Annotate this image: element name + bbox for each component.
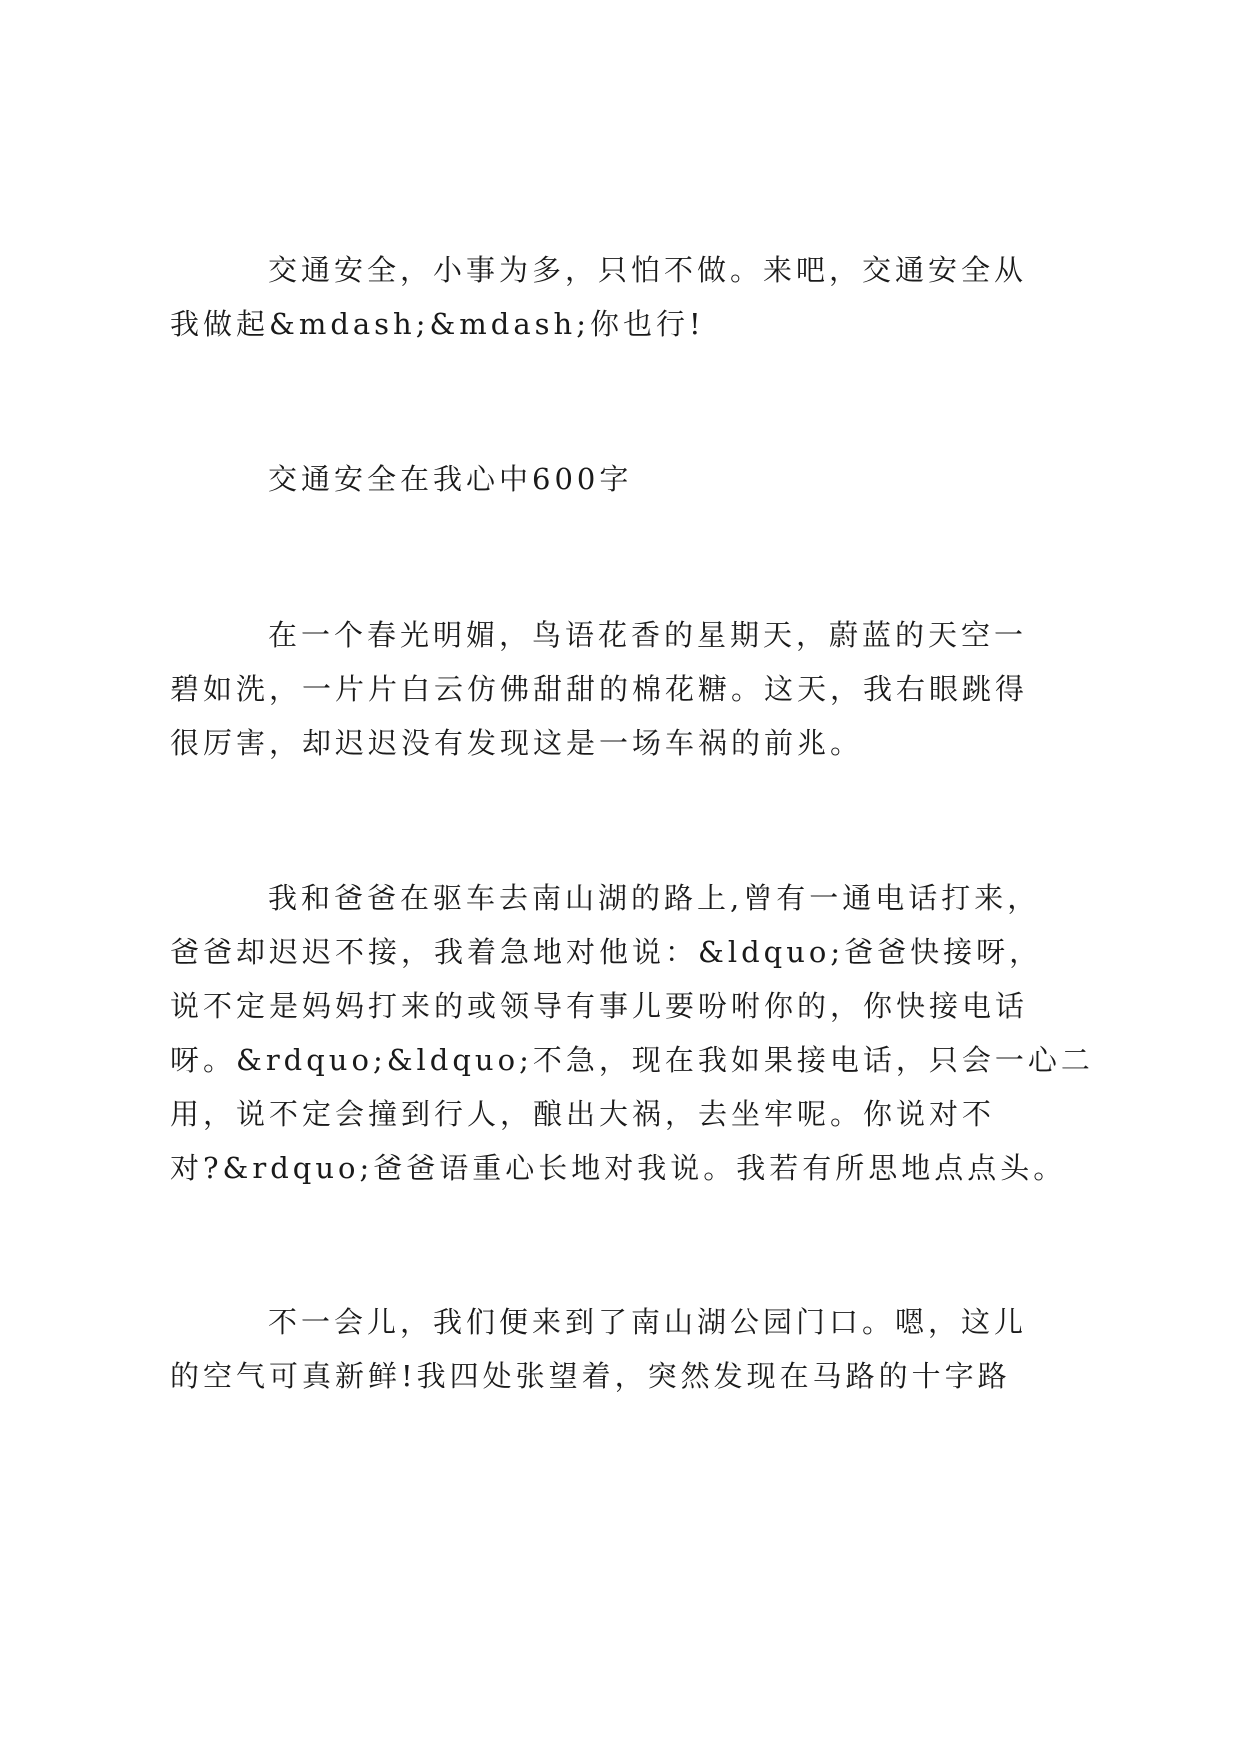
paragraph-4-line-2: 的空气可真新鲜!我四处张望着，突然发现在马路的十字路: [170, 1359, 1011, 1393]
paragraph-3-line-6: 对?&rdquo;爸爸语重心长地对我说。我若有所思地点点头。: [170, 1151, 1067, 1185]
paragraph-2-line-1: 在一个春光明媚，鸟语花香的星期天，蔚蓝的天空一: [268, 618, 1028, 652]
paragraph-3-line-5: 用，说不定会撞到行人，酿出大祸，去坐牢呢。你说对不: [170, 1097, 996, 1131]
article-title: 交通安全在我心中600字: [268, 462, 633, 496]
paragraph-1-line-2: 我做起&mdash;&mdash;你也行!: [170, 307, 705, 341]
paragraph-4-line-1: 不一会儿，我们便来到了南山湖公园门口。嗯，这儿: [268, 1305, 1028, 1339]
paragraph-3-line-1: 我和爸爸在驱车去南山湖的路上,曾有一通电话打来，: [268, 881, 1041, 915]
paragraph-3-line-4: 呀。&rdquo;&ldquo;不急，现在我如果接电话，只会一心二: [170, 1043, 1094, 1077]
paragraph-3-line-3: 说不定是妈妈打来的或领导有事儿要吩咐你的，你快接电话: [170, 989, 1029, 1023]
paragraph-2-line-2: 碧如洗，一片片白云仿佛甜甜的棉花糖。这天，我右眼跳得: [170, 672, 1029, 706]
paragraph-2-line-3: 很厉害，却迟迟没有发现这是一场车祸的前兆。: [170, 726, 864, 760]
paragraph-1-line-1: 交通安全，小事为多，只怕不做。来吧，交通安全从: [268, 253, 1028, 287]
paragraph-3-line-2: 爸爸却迟迟不接，我着急地对他说：&ldquo;爸爸快接呀，: [170, 935, 1043, 969]
